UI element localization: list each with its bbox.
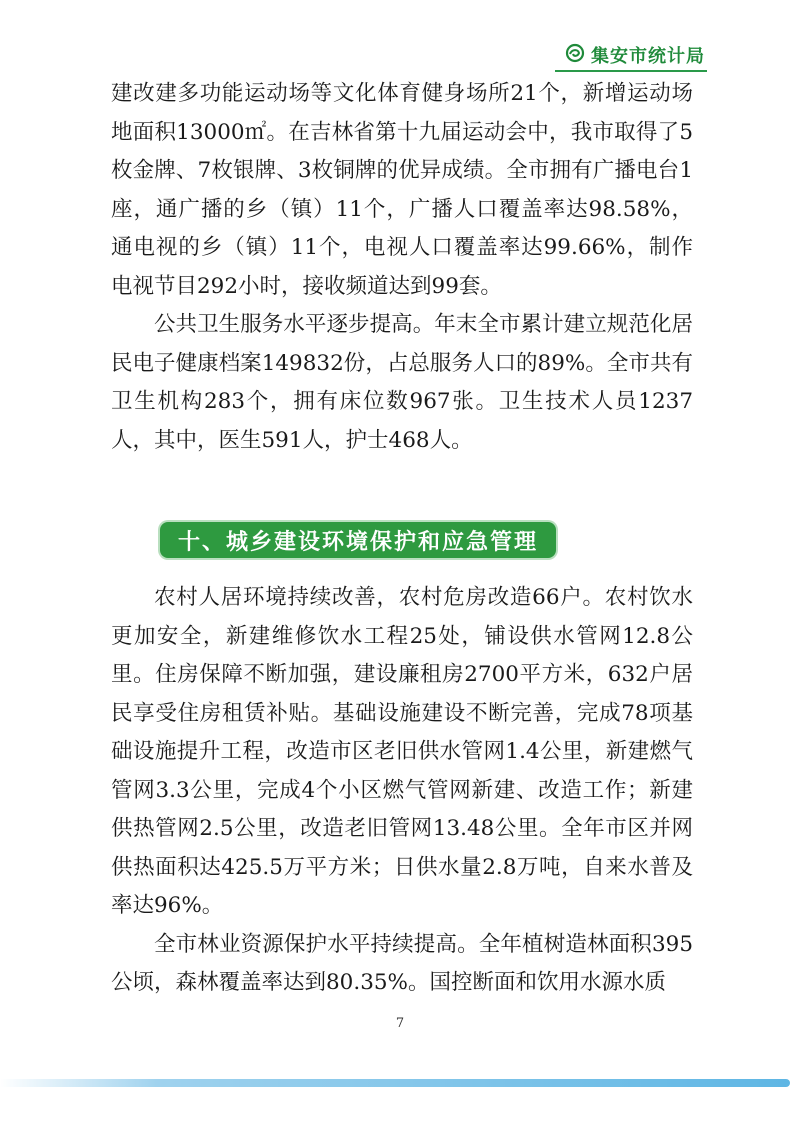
- paragraph-forestry-environment: 全市林业资源保护水平持续提高。全年植树造林面积395公顷，森林覆盖率达到80.35%。国控断面和饮用水源水质: [111, 931, 693, 995]
- brand-title: 集安市统计局: [591, 46, 705, 67]
- paragraph-public-health: 公共卫生服务水平逐步提高。年末全市累计建立规范化居民电子健康档案149832份，占总服务人口的89%。全市共有卫生机构283个，拥有床位数967张。卫生技术人员1237人，其中，医生591人，护士468人。: [111, 312, 693, 453]
- section-title: 十、城乡建设环境保护和应急管理: [178, 529, 539, 555]
- page-number: 7: [395, 1016, 405, 1031]
- section-heading: [160, 522, 556, 558]
- header-brand: [565, 42, 705, 68]
- footer-decorative-bar: [0, 1079, 790, 1087]
- paragraph-culture-sports: 建改建多功能运动场等文化体育健身场所21个，新增运动场地面积13000㎡。在吉林省第十九届运动会中，我市取得了5枚金牌、7枚银牌、3枚铜牌的优异成绩。全市拥有广播电台1座，通广播的乡（镇）11个，广播人口覆盖率达98.58%，通电视的乡（镇）11个，电视人口覆盖率达99.66%，制作电视节目292小时，接收频道达到99套。: [111, 81, 693, 299]
- bottom-text-block: [111, 579, 693, 1003]
- swirl-logo-icon: [565, 43, 585, 68]
- paragraph-urban-rural-construction: 农村人居环境持续改善，农村危房改造66户。农村饮水更加安全，新建维修饮水工程25处，铺设供水管网12.8公里。住房保障不断加强，建设廉租房2700平方米，632户居民享受住房租赁补贴。基础设施建设不断完善，完成78项基础设施提升工程，改造市区老旧供水管网1.4公里，新建燃气管网3.3公里，完成4个小区燃气管网新建、改造工作；新建供热管网2.5公里，改造老旧管网13.48公里。全年市区并网供热面积达425.5万平方米；日供水量2.8万吨，自来水普及率达96%。: [111, 585, 693, 918]
- top-text-block: [111, 75, 693, 460]
- header-underline: [555, 70, 707, 72]
